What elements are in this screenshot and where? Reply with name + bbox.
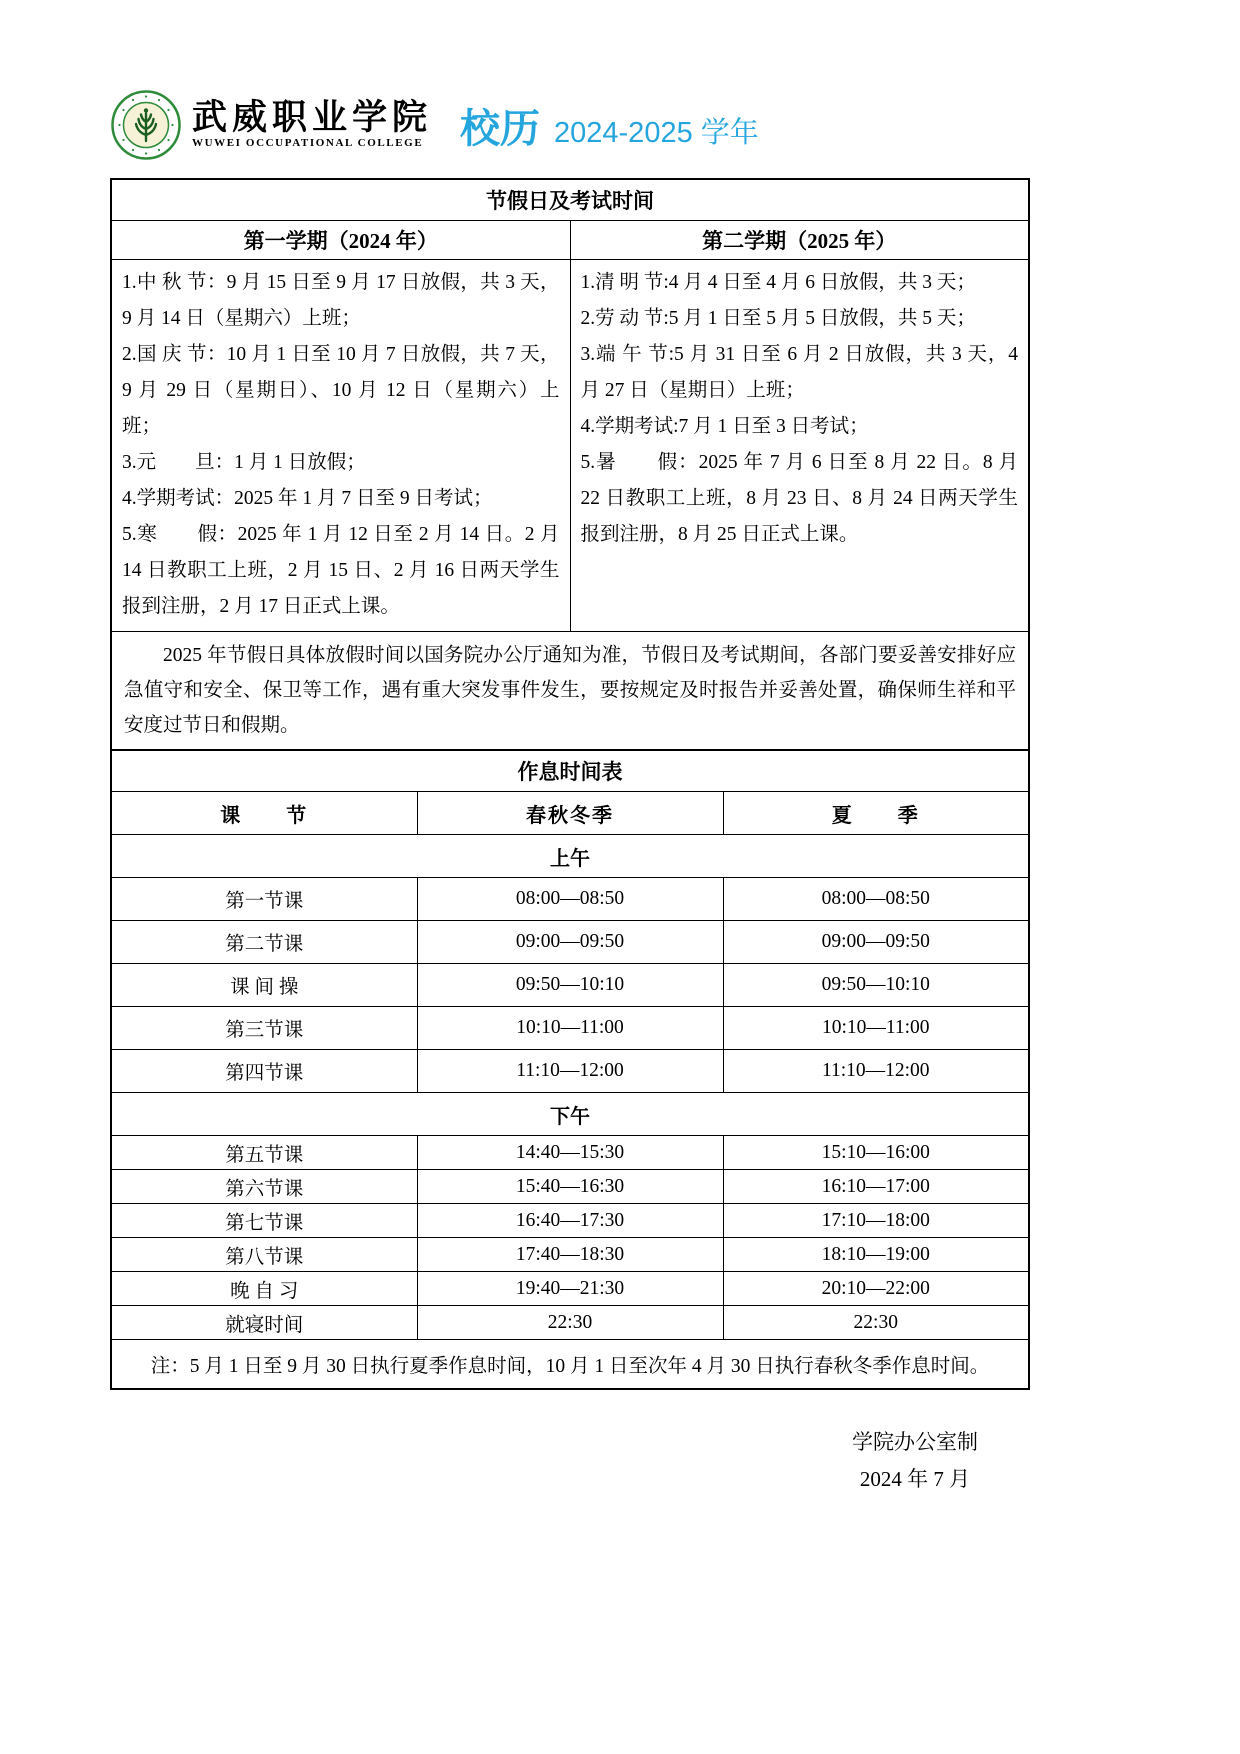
period-label: 第二节课 [111, 921, 417, 964]
spring-time: 09:50—10:10 [417, 964, 723, 1007]
doc-title-block [460, 97, 759, 154]
footer-date: 2024 年 7 月 [859, 1467, 971, 1491]
summer-time: 16:10—17:00 [723, 1170, 1029, 1204]
table-row [111, 1238, 1029, 1272]
spring-time: 22:30 [417, 1306, 723, 1340]
holiday-item: 1.中 秋 节：9 月 15 日至 9 月 17 日放假，共 3 天，9 月 14 日（星期六）上班； [122, 272, 560, 329]
spring-time: 17:40—18:30 [417, 1238, 723, 1272]
summer-time: 09:50—10:10 [723, 964, 1029, 1007]
semester1-header: 第一学期（2024 年） [111, 221, 570, 260]
college-name-zh: 武威职业学院 [192, 98, 433, 137]
period-label: 第五节课 [111, 1136, 417, 1170]
spring-time: 08:00—08:50 [417, 878, 723, 921]
period-label: 第七节课 [111, 1204, 417, 1238]
holiday-item: 4.学期考试：2025 年 1 月 7 日至 9 日考试； [122, 488, 493, 509]
schedule-note: 注：5 月 1 日至 9 月 30 日执行夏季作息时间，10 月 1 日至次年 4 月 30 日执行春秋冬季作息时间。 [111, 1340, 1029, 1390]
section-afternoon: 下午 [111, 1093, 1029, 1136]
spring-time: 19:40—21:30 [417, 1272, 723, 1306]
spring-time: 09:00—09:50 [417, 921, 723, 964]
table-row [111, 964, 1029, 1007]
page-footer [852, 1424, 978, 1498]
period-label: 第八节课 [111, 1238, 417, 1272]
college-logo-icon [110, 89, 182, 161]
schedule-table [110, 749, 1030, 1390]
spring-time: 16:40—17:30 [417, 1204, 723, 1238]
schedule-table-title: 作息时间表 [111, 750, 1029, 792]
summer-time: 08:00—08:50 [723, 878, 1029, 921]
semester2-header: 第二学期（2025 年） [570, 221, 1029, 260]
table-row [111, 1136, 1029, 1170]
summer-time: 17:10—18:00 [723, 1204, 1029, 1238]
academic-year: 2024-2025 学年 [554, 116, 759, 149]
table-row [111, 1204, 1029, 1238]
college-name-block [192, 100, 432, 150]
table-row [111, 1007, 1029, 1050]
holiday-item: 3.端 午 节:5 月 31 日至 6 月 2 日放假，共 3 天，4 月 27 日（星期日）上班； [580, 344, 1018, 401]
page-header [110, 88, 1030, 162]
spring-time: 14:40—15:30 [417, 1136, 723, 1170]
period-label: 第一节课 [111, 878, 417, 921]
holiday-note: 2025 年节假日具体放假时间以国务院办公厅通知为准，节假日及考试期间，各部门要妥善安排好应急值守和安全、保卫等工作，遇有重大突发事件发生，要按规定及时报告并妥善处置，确保师生祥和平安度过节日和假期。 [124, 645, 1016, 736]
spring-time: 15:40—16:30 [417, 1170, 723, 1204]
table-row [111, 878, 1029, 921]
holiday-note-cell [111, 632, 1029, 751]
period-label: 晚 自 习 [111, 1272, 417, 1306]
summer-time: 10:10—11:00 [723, 1007, 1029, 1050]
period-label: 就寝时间 [111, 1306, 417, 1340]
summer-time: 15:10—16:00 [723, 1136, 1029, 1170]
summer-time: 22:30 [723, 1306, 1029, 1340]
college-name-en: WUWEI OCCUPATIONAL COLLEGE [192, 137, 424, 149]
spring-time: 11:10—12:00 [417, 1050, 723, 1093]
summer-time: 20:10—22:00 [723, 1272, 1029, 1306]
period-label: 第六节课 [111, 1170, 417, 1204]
table-row [111, 1272, 1029, 1306]
table-row [111, 921, 1029, 964]
col-header-summer: 夏 季 [723, 792, 1029, 835]
semester2-holidays [570, 260, 1029, 632]
period-label: 课 间 操 [111, 964, 417, 1007]
table-row [111, 1050, 1029, 1093]
summer-time: 18:10—19:00 [723, 1238, 1029, 1272]
period-label: 第三节课 [111, 1007, 417, 1050]
section-morning: 上午 [111, 835, 1029, 878]
summer-time: 09:00—09:50 [723, 921, 1029, 964]
doc-title: 校历 [460, 106, 541, 151]
holiday-item: 3.元 旦：1 月 1 日放假； [122, 452, 366, 473]
col-header-spring: 春秋冬季 [417, 792, 723, 835]
summer-time: 11:10—12:00 [723, 1050, 1029, 1093]
holiday-item: 1.清 明 节:4 月 4 日至 4 月 6 日放假，共 3 天； [580, 272, 976, 293]
holiday-item: 5.暑 假：2025 年 7 月 6 日至 8 月 22 日。8 月 22 日教职工上班，8 月 23 日、8 月 24 日两天学生报到注册，8 月 25 日正式上课。 [580, 452, 1018, 545]
spring-time: 10:10—11:00 [417, 1007, 723, 1050]
table-row [111, 1170, 1029, 1204]
holiday-table-title: 节假日及考试时间 [111, 179, 1029, 221]
holiday-item: 2.国 庆 节：10 月 1 日至 10 月 7 日放假，共 7 天，9 月 29 日（星期日）、10 月 12 日（星期六）上班； [122, 344, 560, 437]
holiday-item: 4.学期考试:7 月 1 日至 3 日考试； [580, 416, 869, 437]
holiday-exam-table [110, 178, 1030, 751]
table-row [111, 1306, 1029, 1340]
semester1-holidays [111, 260, 570, 632]
holiday-item: 2.劳 动 节:5 月 1 日至 5 月 5 日放假，共 5 天； [580, 308, 976, 329]
period-label: 第四节课 [111, 1050, 417, 1093]
footer-issuer: 学院办公室制 [852, 1430, 978, 1454]
holiday-item: 5.寒 假：2025 年 1 月 12 日至 2 月 14 日。2 月 14 日教职工上班，2 月 15 日、2 月 16 日两天学生报到注册，2 月 17 日正式上课。 [122, 524, 560, 617]
col-header-period: 课 节 [111, 792, 417, 835]
